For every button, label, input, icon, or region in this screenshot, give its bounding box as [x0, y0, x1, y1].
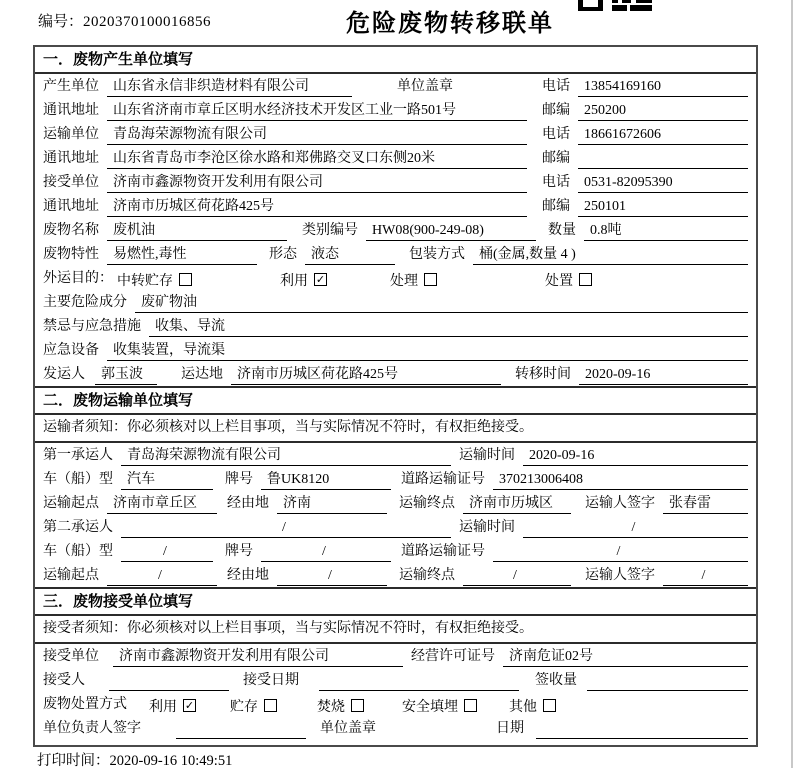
serial-number [38, 10, 211, 31]
destination-label: 运达地 [181, 367, 223, 382]
origin-label: 运输起点 [43, 568, 99, 583]
manifest-form [33, 45, 758, 747]
accept-unit-label: 接受单位 [43, 649, 99, 664]
transporter-address: 山东省青岛市李沧区徐水路和郑佛路交叉口东侧20米 [107, 149, 527, 169]
option-label: 利用 [280, 273, 308, 289]
vehicle-type-label: 车（船）型 [43, 472, 113, 487]
qr-module [578, 7, 603, 11]
qr-module [630, 5, 652, 11]
waste-name-row [35, 218, 756, 242]
carrier2-time: / [523, 518, 748, 538]
responsible-sign-row [35, 716, 756, 740]
option-label: 贮存 [230, 699, 258, 715]
transporter-value: 青岛海荣源物流有限公司 [107, 125, 527, 145]
form-value: 液态 [305, 245, 395, 265]
receiver-address-row [35, 194, 756, 218]
equipment-label: 应急设备 [43, 343, 99, 358]
print-timestamp: 打印时间：2020-09-16 10:49:51 [37, 753, 233, 769]
transfer-time-label: 转移时间 [515, 367, 571, 382]
unit-seal-label: 单位盖章 [320, 721, 376, 736]
disposal-option-incinerate [317, 695, 364, 716]
transfer-purpose-row [35, 266, 756, 290]
carrier1-row [35, 443, 756, 467]
road-license-label: 道路运输证号 [401, 472, 485, 487]
qr-code-fragment [576, 0, 656, 11]
accept-date-label: 接受日期 [243, 673, 299, 688]
checkbox-treat [424, 273, 437, 286]
section1-title: 一．废物产生单位填写 [35, 47, 756, 74]
packaging-value: 桶(金属,数量 4 ) [473, 245, 748, 265]
category-code-label: 类别编号 [302, 223, 358, 238]
producer-phone: 13854169160 [578, 77, 748, 97]
zip-label: 邮编 [542, 151, 570, 166]
date-value [536, 719, 748, 739]
checkbox-disposal-utilize: ✓ [184, 699, 195, 712]
route1-row [35, 491, 756, 515]
disposal-label: 废物处置方式 [43, 697, 127, 712]
end1-value: 济南市历城区 [463, 494, 571, 514]
producer-label: 产生单位 [43, 79, 99, 94]
qr-module [636, 0, 652, 3]
receiver-label: 接受单位 [43, 175, 99, 190]
transporter-label: 运输单位 [43, 127, 99, 142]
waste-traits-value: 易燃性,毒性 [107, 245, 257, 265]
producer-zip: 250200 [578, 101, 748, 121]
hazard-label: 主要危险成分 [43, 295, 127, 310]
origin1-value: 济南市章丘区 [107, 494, 217, 514]
hazard-components-row [35, 290, 756, 314]
vehicle-type-label: 车（船）型 [43, 544, 113, 559]
date-label: 日期 [496, 721, 524, 736]
checkbox-disposal-landfill [464, 699, 477, 712]
producer-row [35, 74, 756, 98]
transporter-sign-label: 运输人签字 [585, 568, 655, 583]
checkbox-disposal-other [543, 699, 556, 712]
option-label: 处置 [545, 273, 573, 289]
producer-value: 山东省永信非织造材料有限公司 [107, 77, 352, 97]
purpose-label: 外运目的： [43, 271, 113, 286]
section3-title: 三．废物接受单位填写 [35, 589, 756, 616]
waste-name-value: 废机油 [107, 221, 287, 241]
transporter-row [35, 122, 756, 146]
phone-label: 电话 [542, 79, 570, 94]
responsible-sign-label: 单位负责人签字 [43, 721, 141, 736]
vehicle2-type: / [121, 542, 213, 562]
emergency-measures-row [35, 314, 756, 338]
receiver-zip: 250101 [578, 197, 748, 217]
checkbox-disposal-store [264, 699, 277, 712]
disposal-option-other [509, 695, 556, 716]
road-license2-value: / [493, 542, 748, 562]
plate-label: 牌号 [225, 472, 253, 487]
carrier2-row [35, 515, 756, 539]
serial-value: 2020370100016856 [83, 14, 212, 30]
option-label: 处理 [390, 273, 418, 289]
via1-value: 济南 [277, 494, 387, 514]
transporter-address-row [35, 146, 756, 170]
vehicle2-row [35, 539, 756, 563]
vehicle1-row [35, 467, 756, 491]
address-label: 通讯地址 [43, 151, 99, 166]
sign2-value: / [663, 566, 748, 586]
unit-seal-label: 单位盖章 [397, 79, 453, 94]
transport-time-label: 运输时间 [459, 448, 515, 463]
responsible-sign-value [176, 719, 306, 739]
accept-date-value [319, 671, 519, 691]
acceptor-label: 接受人 [43, 673, 85, 688]
emergency-value: 收集、导流 [149, 317, 748, 337]
received-qty-label: 签收量 [535, 673, 577, 688]
transporter-sign-label: 运输人签字 [585, 496, 655, 511]
disposal-method-row [35, 692, 756, 716]
operating-license-label: 经营许可证号 [411, 649, 495, 664]
producer-address-row [35, 98, 756, 122]
checkbox-disposal-incinerate [351, 699, 364, 712]
address-label: 通讯地址 [43, 103, 99, 118]
end-label: 运输终点 [399, 568, 455, 583]
end2-value: / [463, 566, 571, 586]
checkbox-dispose [579, 273, 592, 286]
address-label: 通讯地址 [43, 199, 99, 214]
serial-label: 编号： [38, 14, 84, 30]
purpose-option-dispose [545, 269, 592, 290]
section-receiver [35, 587, 756, 740]
end-label: 运输终点 [399, 496, 455, 511]
waste-traits-row [35, 242, 756, 266]
acceptor-row [35, 668, 756, 692]
quantity-label: 数量 [548, 223, 576, 238]
carrier2-value: / [121, 518, 451, 538]
purpose-option-utilize [280, 269, 327, 290]
receiver-notice: 接受者须知：你必须核对以上栏目事项，当与实际情况不符时，有权拒绝接受。 [35, 616, 756, 644]
disposal-option-store [230, 695, 277, 716]
purpose-option-transfer-storage [117, 269, 192, 290]
origin2-value: / [107, 566, 217, 586]
option-label: 中转贮存 [117, 273, 173, 289]
transporter-notice: 运输者须知：你必须核对以上栏目事项，当与实际情况不符时，有权拒绝接受。 [35, 415, 756, 443]
option-label: 焚烧 [317, 699, 345, 715]
transporter-zip [578, 149, 748, 169]
transfer-time-value: 2020-09-16 [579, 365, 748, 385]
accept-unit-value: 济南市鑫源物资开发利用有限公司 [113, 647, 403, 667]
via-label: 经由地 [227, 568, 269, 583]
transporter-phone: 18661672606 [578, 125, 748, 145]
category-code-value: HW08(900-249-08) [366, 221, 536, 241]
hazard-value: 废矿物油 [135, 293, 748, 313]
qr-module [612, 0, 618, 3]
section-transporter [35, 386, 756, 587]
section-producer [35, 47, 756, 386]
emergency-label: 禁忌与应急措施 [43, 319, 141, 334]
producer-address: 山东省济南市章丘区明水经济技术开发区工业一路501号 [107, 101, 527, 121]
transport-time-label: 运输时间 [459, 520, 515, 535]
consignor-value: 郭玉波 [95, 365, 157, 385]
plate-label: 牌号 [225, 544, 253, 559]
vehicle1-type: 汽车 [121, 470, 213, 490]
phone-label: 电话 [542, 127, 570, 142]
via-label: 经由地 [227, 496, 269, 511]
option-label: 利用 [149, 699, 177, 715]
emergency-equipment-row [35, 338, 756, 362]
qr-module [612, 5, 627, 11]
destination-value: 济南市历城区荷花路425号 [231, 365, 501, 385]
disposal-option-utilize [149, 695, 196, 716]
quantity-value: 0.8吨 [584, 221, 748, 241]
page-title: 危险废物转移联单 [346, 10, 554, 37]
via2-value: / [277, 566, 387, 586]
sign1-value: 张春雷 [663, 494, 748, 514]
zip-label: 邮编 [542, 199, 570, 214]
qr-module [622, 0, 631, 3]
receiver-address: 济南市历城区荷花路425号 [107, 197, 527, 217]
receiver-value: 济南市鑫源物资开发利用有限公司 [107, 173, 527, 193]
carrier2-label: 第二承运人 [43, 520, 113, 535]
option-label: 安全填埋 [402, 699, 458, 715]
waste-name-label: 废物名称 [43, 223, 99, 238]
road-license1-value: 370213006408 [493, 470, 748, 490]
receiver-phone: 0531-82095390 [578, 173, 748, 193]
phone-label: 电话 [542, 175, 570, 190]
page-edge-line [791, 0, 793, 768]
acceptor-value [109, 671, 229, 691]
section2-title: 二．废物运输单位填写 [35, 388, 756, 415]
option-label: 其他 [509, 699, 537, 715]
waste-traits-label: 废物特性 [43, 247, 99, 262]
purpose-option-treat [390, 269, 437, 290]
consignor-label: 发运人 [43, 367, 85, 382]
checkbox-utilize: ✓ [315, 273, 326, 286]
origin-label: 运输起点 [43, 496, 99, 511]
plate2-value: / [261, 542, 391, 562]
accept-unit-row [35, 644, 756, 668]
plate1-value: 鲁UK8120 [261, 470, 391, 490]
packaging-label: 包装方式 [409, 247, 465, 262]
checkbox-transfer-storage [179, 273, 192, 286]
form-label: 形态 [269, 247, 297, 262]
operating-license-value: 济南危证02号 [503, 647, 748, 667]
disposal-option-landfill [402, 695, 477, 716]
route2-row [35, 563, 756, 587]
receiver-row [35, 170, 756, 194]
carrier1-label: 第一承运人 [43, 448, 113, 463]
received-qty-value [587, 671, 748, 691]
carrier1-time: 2020-09-16 [523, 446, 748, 466]
consignor-row [35, 362, 756, 386]
equipment-value: 收集装置，导流渠 [107, 341, 748, 361]
carrier1-value: 青岛海荣源物流有限公司 [121, 446, 451, 466]
road-license-label: 道路运输证号 [401, 544, 485, 559]
zip-label: 邮编 [542, 103, 570, 118]
